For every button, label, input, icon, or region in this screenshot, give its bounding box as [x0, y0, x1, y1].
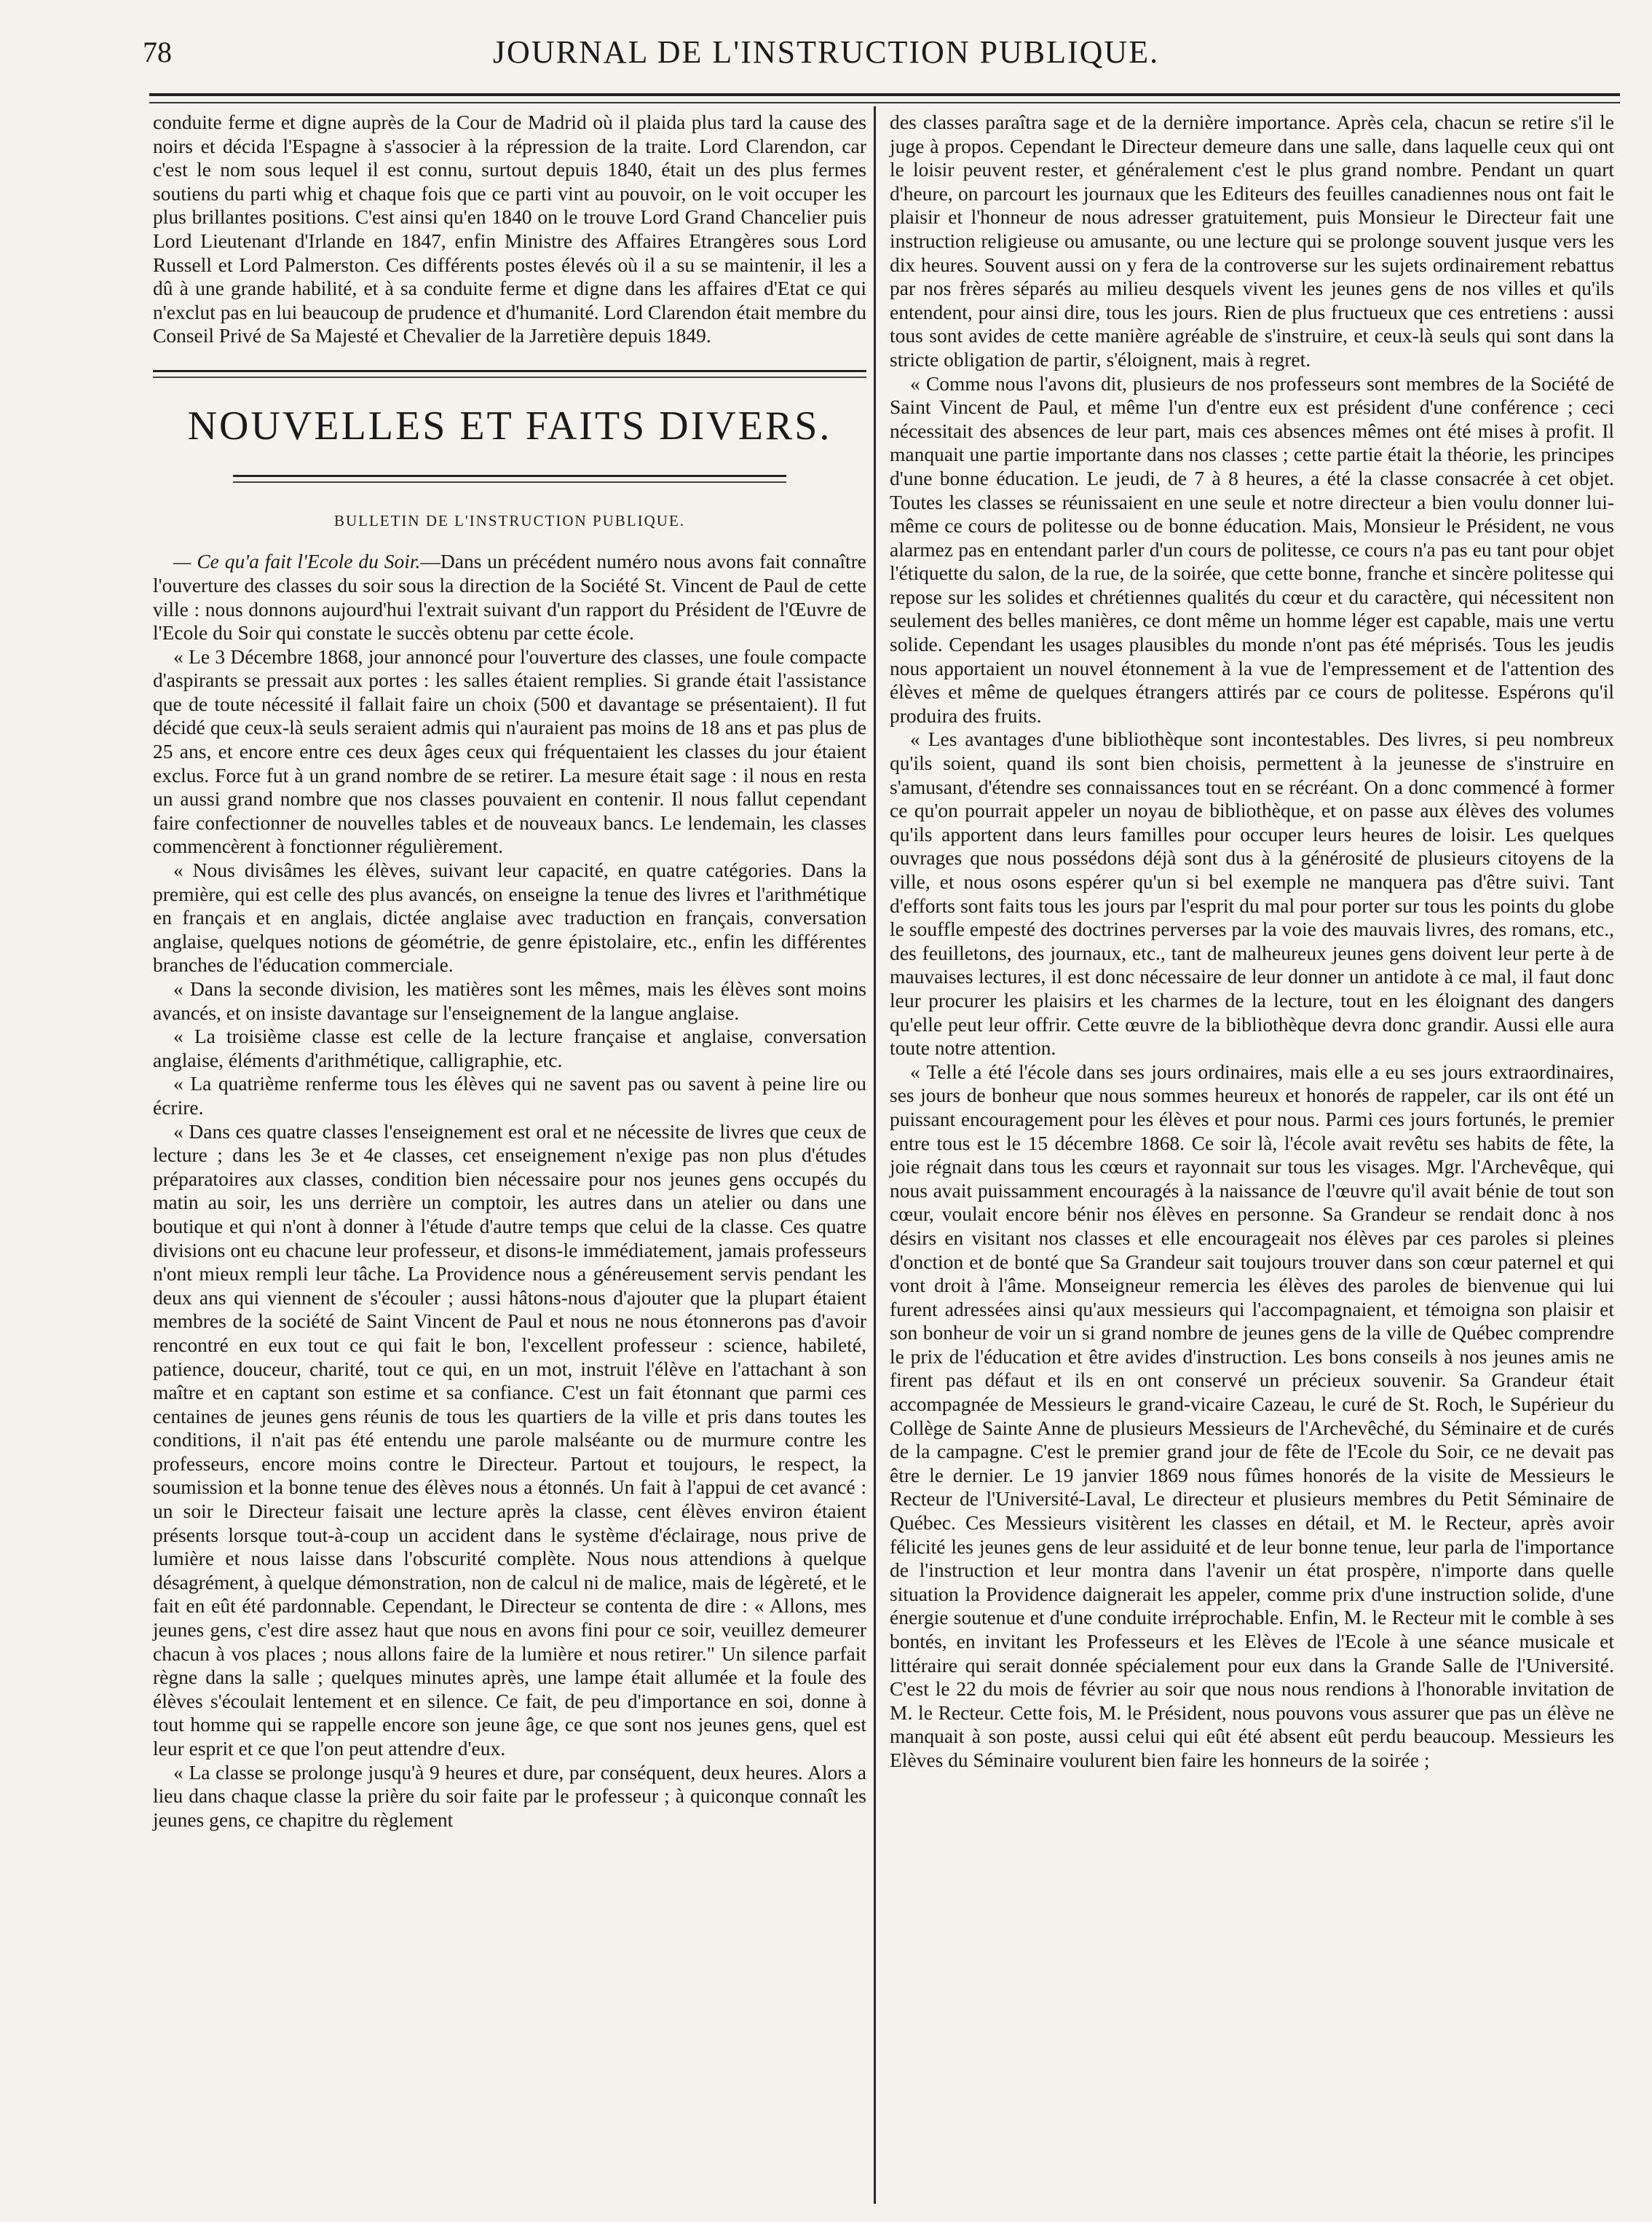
header-rule-thin	[149, 102, 1620, 103]
section-rule-thin	[153, 377, 866, 378]
article-intro	[153, 550, 866, 645]
left-column	[153, 111, 866, 1832]
paragraph-fourth-class: « La quatrième renferme tous les élèves qui ne savent pas ou savent à peine lire ou écrire.	[153, 1072, 866, 1119]
article-lead: — Ce qu'a fait l'Ecole du Soir.	[173, 550, 421, 573]
paragraph-continuation: des classes paraîtra sage et de la dernière importance. Après cela, chacun se retire s'il le juge à propos. Cependant le Directeur demeure dans une salle, dans laquelle ceux qui ont le loisir peuvent rester, et généralement c'est le plus grand nombre. Pendant un quart d'heure, on parcourt les journaux que les Editeurs des feuilles canadiennes nous ont fait le plaisir et l'honneur de nous adresser gratuitement, puis Monsieur le Directeur fait une instruction religieuse ou amusante, ou une lecture qui se prolonge souvent jusque vers les dix heures. Souvent aussi on y fera de la controverse sur les sujets ordinairement rebattus par nos frères séparés au milieu desquels vivent les jeunes gens de nos villes et qu'ils entendent, pour ainsi dire, tous les jours. Rien de plus fructueux que ces entretiens : aussi tous sont avides de cette manière agréable de s'instruire, et ceux-là seuls qui sont dans la stricte obligation de partir, s'éloignent, mais à regret.	[890, 111, 1614, 371]
section-title: NOUVELLES ET FAITS DIVERS.	[187, 403, 832, 449]
paragraph-library: « Les avantages d'une bibliothèque sont incontestables. Des livres, si peu nombreux qu'ils soient, quand ils sont bien choisis, permettent à la jeunesse de s'instruire en s'amusant, d'étendre ses connaissances tout en se récréant. On a donc commencé à former ce qu'on pourrait appeler un noyau de bibliothèque, et on passe aux élèves des volumes qu'ils apportent dans leurs familles pour occuper leurs heures de loisir. Les quelques ouvrages que nous possédons déjà sont dus à la générosité de plusieurs citoyens de la ville, et nous osons espérer qu'un si bel exemple ne manquera pas d'être suivi. Tant d'efforts sont faits tous les jours par l'esprit du mal pour porter sur tous les points du globe le souffle empesté des doctrines perverses par la voie des mauvais livres, des romans, etc., des feuilletons, des journaux, etc., tant de malheureux jeunes gens doivent leur perte à de mauvaises lectures, il est donc nécessaire de leur donner un antidote à ce mal, il faut donc leur procurer les plaisirs et les charmes de la lecture, tout en les éloignant des dangers qu'elle peut leur offrir. Cette œuvre de la bibliothèque devra donc grandir. Aussi elle aura toute notre attention.	[890, 728, 1614, 1060]
paragraph-class-hours: « La classe se prolonge jusqu'à 9 heures et dure, par conséquent, deux heures. Alors a lieu dans chaque classe la prière du soir faite par le professeur ; à quiconque connaît les jeunes gens, ce chapitre du règlement	[153, 1760, 866, 1831]
paragraph-teaching: « Dans ces quatre classes l'enseignement est oral et ne nécessite de livres que ceux de lecture ; dans les 3e et 4e classes, cet enseignement n'exige pas non plus d'études préparatoires aux classes, condition bien nécessaire pour nos jeunes gens occupés du matin au soir, les uns derrière un comptoir, les autres dans un atelier ou dans une boutique et qui n'ont à donner à l'étude d'autre temps que celui de la classe. Ces quatre divisions ont eu chacune leur professeur, et disons-le immédiatement, jamais professeurs n'ont mieux rempli leur tâche. La Providence nous a généreusement servis pendant les deux ans qui viennent de s'écouler ; aussi hâtons-nous d'ajouter que la plupart étaient membres de la société de Saint Vincent de Paul et nous ne nous étonnerons pas d'avoir rencontré en eux tout ce qui fait le bon, l'excellent professeur : science, habileté, patience, douceur, charité, tout ce qui, en un mot, instruit l'élève en l'attachant à son maître et en captant son estime et sa confiance. C'est un fait étonnant que parmi ces centaines de jeunes gens réunis de tous les quartiers de la ville et pris dans toutes les conditions, il n'ait pas été entendu une parole malséante ou de murmure contre les professeurs, encore moins contre le Directeur. Partout et toujours, le respect, la soumission et la bonne tenue des élèves nous a étonnés. Un fait à l'appui de cet avancé : un soir le Directeur faisait une lecture après la classe, cent élèves environ étaient présents lorsque tout-à-coup un accident dans le système d'éclairage, nous prive de lumière et nous laisse dans l'obscurité complète. Nous nous attendions à quelque désagrément, à quelque démonstration, non de calcul ni de malice, mais de légèreté, et le fait en eût été pardonnable. Cependant, le Directeur se contenta de dire : « Allons, mes jeunes gens, c'est dire assez haut que nous en avons fini pour ce soir, veuillez demeurer chacun à vos places ; nous allons faire de la lumière et nous retirer." Un silence parfait règne dans la salle ; quelques minutes après, une lampe était allumée et la foule des élèves s'écoulait lentement et en silence. Ce fait, de peu d'importance en soi, donne à tout homme qui se rappelle encore son jeune âge, ce que sont nos jeunes gens, quel est leur esprit et ce que l'on peut attendre d'eux.	[153, 1119, 866, 1760]
right-column	[890, 111, 1614, 1773]
header-rule	[149, 93, 1620, 96]
title-underline-thin	[233, 481, 786, 483]
bulletin-heading: BULLETIN DE L'INSTRUCTION PUBLIQUE.	[333, 511, 686, 529]
clarendon-paragraph: conduite ferme et digne auprès de la Cour de Madrid où il plaida plus tard la cause des noirs et décida l'Espagne à s'associer à la répression de la traite. Lord Clarendon, car c'est le nom sous lequel il est connu, surtout depuis 1840, était un des plus fermes soutiens du parti whig et chaque fois que ce parti vint au pouvoir, on le voit occuper les plus brillantes positions. C'est ainsi qu'en 1840 on le trouve Lord Grand Chancelier puis Lord Lieutenant d'Irlande en 1847, enfin Ministre des Affaires Etrangères sous Lord Russell et Lord Palmerston. Ces différents postes élevés où il a su se maintenir, il les a dû à une grande habilité, et à sa conduite ferme et digne dans les affaires d'Etat ce qui n'exclut pas en lui beaucoup de prudence et d'humanité. Lord Clarendon était membre du Conseil Privé de Sa Majesté et Chevalier de la Jarretière depuis 1849.	[153, 111, 866, 347]
article-intro-text: —Dans un précédent numéro nous avons fait connaître l'ouverture des classes du soir sous la direction de la Société St. Vincent de Paul de cette ville : nous donnons aujourd'hui l'extrait suivant d'un rapport du Président de l'Œuvre de l'Ecole du Soir qui constate le succès obtenu par cette école.	[153, 550, 867, 645]
section-rule	[153, 370, 866, 372]
column-divider	[874, 106, 876, 2204]
paragraph-third-class: « La troisième classe est celle de la lecture française et anglaise, conversation anglaise, éléments d'arithmétique, calligraphie, etc.	[153, 1025, 866, 1071]
title-underline	[233, 475, 786, 477]
paragraph-festive-days: « Telle a été l'école dans ses jours ordinaires, mais elle a eu ses jours extraordinaires, ses jours de bonheur que nous sommes heureux et honorés de rappeler, car ils ont été un puissant encouragement pour les élèves et pour nous. Parmi ces jours fortunés, le premier entre tous est le 15 décembre 1868. Ce soir là, l'école avait revêtu ses habits de fête, la joie régnait dans tous les cœurs et rayonnait sur tous les visages. Mgr. l'Archevêque, qui nous avait puissamment encouragés à la naissance de l'œuvre qu'il avait bénie de tout son cœur, voulait encore bénir nos élèves en personne. Sa Grandeur se rendait donc à nos désirs en visitant nos classes et elle encourageait nos élèves par ces paroles si pleines d'onction et de bonté que Sa Grandeur sait toujours trouver dans son cœur paternel et qui vont droit à l'âme. Monseigneur remercia les élèves des paroles de bienvenue qui lui furent adressées ainsi qu'aux messieurs qui l'accompagnaient, et témoigna son plaisir et son bonheur de voir un si grand nombre de jeunes gens de la ville de Québec comprendre le prix de l'éducation et être avides d'instruction. Les bons conseils à nos jeunes amis ne firent pas défaut et ils en ont conservé un précieux souvenir. Sa Grandeur était accompagnée de Messieurs le grand-vicaire Cazeau, le curé de St. Roch, le Supérieur du Collège de Sainte Anne de plusieurs Messieurs de l'Archevêché, du Séminaire et de curés de la campagne. C'est le premier grand jour de fête de l'Ecole du Soir, ce ne devait pas être le dernier. Le 19 janvier 1869 nous fûmes honorés de la visite de Messieurs le Recteur de l'Université-Laval, Le directeur et plusieurs membres du Petit Séminaire de Québec. Ces Messieurs visitèrent les classes en détail, et M. le Recteur, après avoir félicité les jeunes gens de leur assiduité et de leur bonne tenue, leur parla de l'importance de l'instruction et leur montra dans l'avenir un état prospère, n'importe dans quelle situation la Providence daignerait les appeler, comme prix d'une instruction solide, d'une énergie soutenue et d'une conduite irréprochable. Enfin, M. le Recteur mit le comble à ses bontés, en invitant les Professeurs et les Elèves de l'Ecole à une séance musicale et littéraire qui serait donnée spécialement pour eux dans la Grande Salle de l'Université. C'est le 22 du mois de février au soir que nous nous rendions à l'honorable invitation de M. le Recteur. Cette fois, M. le Président, nous pouvons vous assurer que pas un élève ne manquait à son poste, aussi celui qui eût été absent eût perdu beaucoup. Messieurs les Elèves du Séminaire voulurent bien faire les honneurs de la soirée ;	[890, 1060, 1614, 1771]
journal-title: JOURNAL DE L'INSTRUCTION PUBLIQUE.	[492, 34, 1160, 70]
paragraph-opening: « Le 3 Décembre 1868, jour annoncé pour l'ouverture des classes, une foule compacte d'aspirants se pressait aux portes : les salles étaient remplies. Si grande était l'assistance que de toute nécessité il fallait faire un choix (500 et davantage se présentaient). Il fut décidé que ceux-là seuls seraient admis qui n'auraient pas moins de 18 ans et pas plus de 25 ans, et encore entre ces deux âges ceux qui fréquentaient les classes du jour étaient exclus. Force fut à un grand nombre de se retirer. La mesure était sage : il nous en resta un aussi grand nombre que nos classes pouvaient en contenir. Il nous fallut cependant faire confectionner de nouvelles tables et de nouveaux bancs. Le lendemain, les classes commencèrent à fonctionner régulièrement.	[153, 645, 866, 858]
paragraph-categories: « Nous divisâmes les élèves, suivant leur capacité, en quatre catégories. Dans la première, qui est celle des plus avancés, on enseigne la tenue des livres et l'arithmétique en français et en anglais, dictée anglaise avec traduction en français, conversation anglaise, quelques notions de géométrie, de genre épistolaire, etc., enfin les différentes branches de l'éducation commerciale.	[153, 859, 866, 977]
paragraph-second-division: « Dans la seconde division, les matières sont les mêmes, mais les élèves sont moins avancés, et on insiste davantage sur l'enseignement de la langue anglaise.	[153, 977, 866, 1024]
page-number: 78	[143, 36, 172, 68]
paragraph-politeness: « Comme nous l'avons dit, plusieurs de nos professeurs sont membres de la Société de Saint Vincent de Paul, et même l'un d'entre eux est président d'une conférence ; ceci nécessitait des absences de leur part, mais ces absences mêmes ont été mises à profit. Il manquait une partie importante dans nos classes ; cette partie était la théorie, les principes d'une bonne éducation. Le jeudi, de 7 à 8 heures, a été la classe consacrée à cet objet. Toutes les classes se réunissaient en une seule et notre directeur a bien voulu donner lui-même ce cours de politesse ou de bonne éducation. Mais, Monsieur le Président, ne vous alarmez pas en entendant parler d'un cours de politesse, ce cours n'a pas eu tant pour objet l'étiquette du salon, de la rue, de la soirée, que cette bonne, franche et sincère politesse qui repose sur les solides et chrétiennes qualités du cœur et du caractère, qui nécessitent non seulement des belles manières, ce dont même un homme léger est capable, mais une vertu solide. Cependant les usages plausibles du monde n'ont pas été méprisés. Tous les jeudis nous apportaient un nouvel étonnement à la vue de l'empressement et de l'attention des élèves et même de quelques étrangers attirés par ce cours de politesse. Espérons qu'il produira des fruits.	[890, 371, 1614, 727]
